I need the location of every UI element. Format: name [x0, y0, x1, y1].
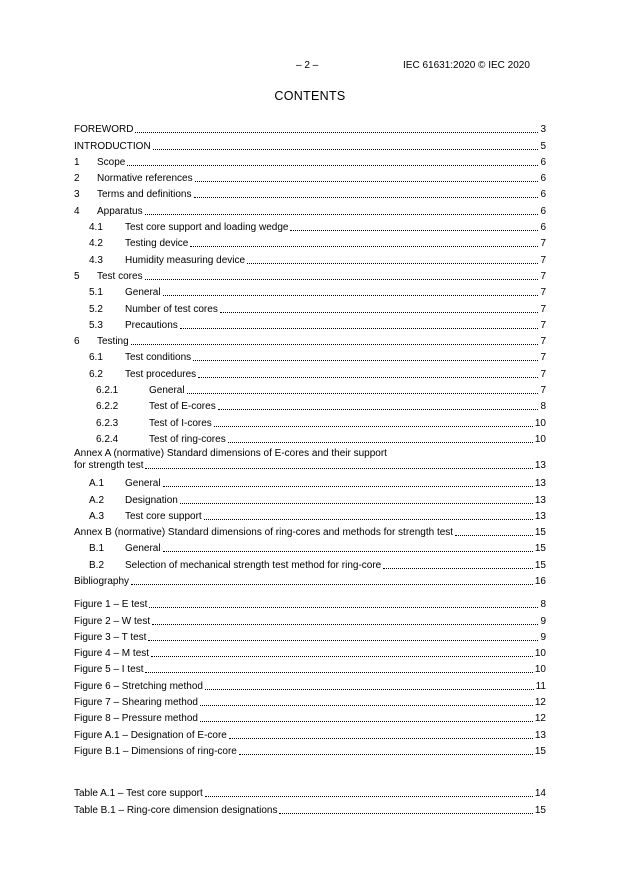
toc-entry-page: 10	[534, 433, 546, 445]
toc-entry-number: 6.1	[89, 352, 103, 364]
toc-entry-page: 7	[540, 352, 546, 364]
toc-entry-page: 15	[534, 745, 546, 757]
dot-leader	[290, 230, 538, 231]
toc-entry-number: 6.2	[89, 368, 103, 380]
dot-leader	[195, 181, 539, 182]
toc-entry-title: Table B.1 – Ring-core dimension designations	[74, 804, 278, 816]
toc-entry	[74, 185, 546, 201]
toc-entry	[74, 446, 546, 474]
toc-entry	[74, 413, 546, 429]
toc-entry-title: Figure B.1 – Dimensions of ring-core	[74, 745, 237, 757]
toc-entry-label	[74, 271, 143, 283]
dot-leader	[193, 360, 538, 361]
toc-entry-number: 2	[74, 173, 80, 185]
dot-leader	[127, 165, 538, 166]
table-of-contents	[74, 120, 546, 588]
toc-entry-title: Scope	[97, 156, 126, 168]
dot-leader	[204, 519, 533, 520]
toc-entry	[74, 523, 546, 539]
dot-leader	[229, 738, 533, 739]
toc-entry-page: 7	[540, 270, 546, 282]
toc-entry-number: 5.3	[89, 319, 103, 331]
toc-entry-page: 9	[540, 615, 546, 627]
toc-entry-label	[74, 664, 143, 676]
toc-entry	[74, 153, 546, 169]
toc-entry-label	[74, 385, 185, 397]
toc-entry-page: 6	[540, 173, 546, 185]
toc-entry-line	[74, 460, 546, 472]
list-entry	[74, 644, 546, 660]
toc-entry-page: 6	[540, 156, 546, 168]
toc-entry	[74, 490, 546, 506]
toc-entry	[74, 364, 546, 380]
dot-leader	[455, 535, 533, 536]
dot-leader	[135, 132, 538, 133]
toc-entry-title: Precautions	[125, 319, 178, 331]
toc-entry-label	[74, 287, 161, 299]
toc-entry-title: General	[149, 385, 185, 397]
toc-entry-label	[74, 527, 453, 539]
dot-leader	[153, 149, 539, 150]
toc-entry	[74, 299, 546, 315]
toc-entry-page: 7	[540, 303, 546, 315]
dot-leader	[200, 705, 533, 706]
toc-entry-title: Test procedures	[125, 368, 197, 380]
toc-entry-label	[74, 746, 237, 758]
toc-entry-title: Test cores	[97, 270, 143, 282]
toc-entry-page: 5	[540, 140, 546, 152]
toc-entry-label	[74, 157, 125, 169]
dot-leader	[151, 656, 533, 657]
toc-entry-title: Test of I-cores	[149, 417, 212, 429]
toc-entry-page: 11	[535, 680, 546, 692]
toc-entry-page: 10	[534, 648, 546, 660]
toc-entry-number: 5	[74, 270, 80, 282]
toc-entry-page: 8	[540, 599, 546, 611]
toc-entry	[74, 267, 546, 283]
toc-entry-page: 7	[540, 336, 546, 348]
list-entry	[74, 742, 546, 758]
toc-entry-label	[74, 713, 198, 725]
list-entry	[74, 676, 546, 692]
toc-entry-label	[74, 336, 129, 348]
toc-entry-number: 6.2.1	[96, 385, 119, 397]
dot-leader	[152, 624, 538, 625]
dot-leader	[194, 197, 539, 198]
dot-leader	[190, 246, 538, 247]
list-of-tables	[74, 784, 546, 817]
toc-entry-title: Annex A (normative) Standard dimensions of E-cores and their support	[74, 447, 387, 459]
dot-leader	[145, 468, 532, 469]
toc-entry-title: Terms and definitions	[97, 189, 192, 201]
dot-leader	[131, 344, 539, 345]
toc-entry-title: Figure 6 – Stretching method	[74, 680, 203, 692]
toc-entry-page: 12	[534, 713, 546, 725]
toc-entry-title: Figure 7 – Shearing method	[74, 697, 198, 709]
toc-entry-page: 10	[534, 664, 546, 676]
toc-entry-number: 6.2.2	[96, 401, 119, 413]
list-entry	[74, 595, 546, 611]
toc-entry-title: Test of E-cores	[149, 401, 216, 413]
toc-entry-page: 16	[534, 576, 546, 588]
toc-entry-page: 13	[534, 729, 546, 741]
toc-entry-label	[74, 495, 178, 507]
toc-entry	[74, 348, 546, 364]
dot-leader	[148, 640, 538, 641]
toc-entry-label	[74, 418, 212, 430]
dot-leader	[145, 672, 532, 673]
toc-entry-title: Figure A.1 – Designation of E-core	[74, 729, 227, 741]
toc-entry-label	[74, 352, 191, 364]
dot-leader	[131, 584, 533, 585]
dot-leader	[220, 312, 539, 313]
dot-leader	[214, 426, 533, 427]
toc-entry	[74, 474, 546, 490]
toc-entry-label	[74, 697, 198, 709]
dot-leader	[163, 295, 539, 296]
toc-entry-title: Testing	[97, 336, 129, 348]
toc-entry	[74, 316, 546, 332]
toc-entry-title: Apparatus	[97, 205, 143, 217]
toc-entry-title: Figure 8 – Pressure method	[74, 713, 198, 725]
toc-entry-number: 5.2	[89, 303, 103, 315]
list-entry	[74, 611, 546, 627]
dot-leader	[187, 393, 539, 394]
toc-entry-page: 6	[540, 189, 546, 201]
toc-entry-title-cont: for strength test	[74, 459, 144, 471]
toc-entry-page: 7	[540, 287, 546, 299]
toc-entry-number: A.3	[89, 510, 105, 522]
toc-entry-label	[74, 141, 151, 153]
toc-entry-title: Table A.1 – Test core support	[74, 788, 203, 800]
toc-entry	[74, 201, 546, 217]
toc-entry-title: Bibliography	[74, 576, 130, 588]
toc-entry-page: 7	[540, 238, 546, 250]
toc-entry-title: Test conditions	[125, 352, 192, 364]
toc-entry	[74, 120, 546, 136]
toc-entry	[74, 250, 546, 266]
toc-entry	[74, 218, 546, 234]
toc-entry	[74, 555, 546, 571]
toc-entry-page: 13	[534, 494, 546, 506]
list-entry	[74, 628, 546, 644]
toc-entry-label	[74, 576, 129, 588]
toc-entry	[74, 136, 546, 152]
toc-entry-title: Number of test cores	[125, 303, 218, 315]
toc-entry-label	[74, 434, 226, 446]
toc-entry-number: 6	[74, 336, 80, 348]
toc-entry-page: 15	[534, 559, 546, 571]
toc-entry-number: 4.3	[89, 254, 103, 266]
toc-entry-page: 3	[540, 124, 546, 136]
dot-leader	[279, 813, 532, 814]
list-entry	[74, 784, 546, 800]
toc-entry-label	[74, 788, 203, 800]
toc-entry	[74, 539, 546, 555]
toc-entry-label	[74, 478, 161, 490]
toc-entry-label	[74, 616, 150, 628]
toc-entry-number: 1	[74, 156, 80, 168]
toc-entry	[74, 169, 546, 185]
toc-entry	[74, 430, 546, 446]
dot-leader	[383, 568, 533, 569]
toc-entry-label	[74, 560, 381, 572]
toc-entry-title: INTRODUCTION	[74, 140, 151, 152]
list-entry	[74, 660, 546, 676]
dot-leader	[198, 377, 538, 378]
toc-entry-title: General	[125, 478, 161, 490]
toc-entry-number: 5.1	[89, 287, 103, 299]
toc-entry-page: 6	[540, 222, 546, 234]
toc-entry-title: Normative references	[97, 173, 193, 185]
dot-leader	[247, 263, 538, 264]
toc-entry	[74, 332, 546, 348]
toc-entry-label	[74, 173, 193, 185]
toc-entry-page: 6	[540, 205, 546, 217]
toc-entry-title: Annex B (normative) Standard dimensions of ring-cores and methods for strength test	[74, 527, 454, 539]
toc-entry-page: 7	[540, 385, 546, 397]
page-title: CONTENTS	[274, 89, 346, 103]
dot-leader	[163, 551, 533, 552]
toc-entry-title: Test of ring-cores	[149, 433, 226, 445]
toc-entry-title: Designation	[125, 494, 178, 506]
list-entry	[74, 709, 546, 725]
toc-entry-page: 15	[534, 543, 546, 555]
toc-entry-title: Figure 2 – W test	[74, 615, 151, 627]
dot-leader	[180, 328, 539, 329]
header-page-number: – 2 –	[296, 60, 319, 71]
dot-leader	[228, 442, 533, 443]
toc-entry-label	[74, 222, 288, 234]
dot-leader	[239, 754, 533, 755]
toc-entry-label	[74, 543, 161, 555]
toc-entry-label	[74, 511, 202, 523]
toc-entry-number: 6.2.3	[96, 417, 119, 429]
toc-entry-page: 12	[534, 697, 546, 709]
toc-entry-title: General	[125, 287, 161, 299]
toc-entry-page: 15	[534, 527, 546, 539]
toc-entry-title: FOREWORD	[74, 124, 134, 136]
toc-entry-title: Figure 4 – M test	[74, 648, 150, 660]
toc-entry	[74, 397, 546, 413]
toc-entry-page: 9	[540, 631, 546, 643]
toc-entry-label	[74, 255, 245, 267]
toc-entry	[74, 507, 546, 523]
dot-leader	[205, 796, 533, 797]
toc-entry-number: 4.1	[89, 222, 103, 234]
toc-entry-title: Test core support	[125, 510, 202, 522]
toc-entry	[74, 283, 546, 299]
toc-entry-label	[74, 648, 149, 660]
list-entry	[74, 725, 546, 741]
toc-entry-number: 3	[74, 189, 80, 201]
toc-entry	[74, 572, 546, 588]
toc-entry-page: 7	[540, 254, 546, 266]
toc-entry-title: General	[125, 543, 161, 555]
toc-entry-label	[74, 599, 147, 611]
dot-leader	[163, 486, 533, 487]
dot-leader	[145, 214, 539, 215]
toc-entry	[74, 234, 546, 250]
toc-entry-title: Selection of mechanical strength test method for ring-core	[125, 559, 382, 571]
dot-leader	[180, 503, 533, 504]
dot-leader	[149, 607, 538, 608]
toc-entry-label	[74, 238, 188, 250]
toc-entry-label	[74, 206, 143, 218]
toc-entry-page: 7	[540, 319, 546, 331]
toc-entry-number: 4.2	[89, 238, 103, 250]
toc-entry-page: 13	[534, 478, 546, 490]
list-of-figures	[74, 595, 546, 758]
dot-leader	[145, 279, 539, 280]
toc-entry-label	[74, 681, 203, 693]
list-entry	[74, 693, 546, 709]
toc-entry-label	[74, 124, 133, 136]
toc-entry-page: 14	[534, 788, 546, 800]
toc-entry-label	[74, 189, 192, 201]
toc-entry-label	[74, 320, 178, 332]
toc-entry-page: 13	[534, 459, 546, 471]
dot-leader	[200, 721, 533, 722]
toc-entry-label	[74, 401, 216, 413]
toc-entry-number: B.1	[89, 543, 105, 555]
toc-entry-page: 10	[534, 417, 546, 429]
toc-entry-number: 4	[74, 205, 80, 217]
toc-entry-title: Humidity measuring device	[125, 254, 246, 266]
toc-entry-page: 15	[534, 804, 546, 816]
toc-entry-title: Testing device	[125, 238, 189, 250]
dot-leader	[218, 409, 539, 410]
toc-entry-number: A.2	[89, 494, 105, 506]
toc-entry-number: B.2	[89, 559, 105, 571]
toc-entry-number: 6.2.4	[96, 433, 119, 445]
dot-leader	[205, 689, 534, 690]
toc-entry-page: 8	[540, 401, 546, 413]
toc-entry-page: 13	[534, 510, 546, 522]
toc-entry-page: 7	[540, 368, 546, 380]
toc-entry-title: Test core support and loading wedge	[125, 222, 289, 234]
toc-entry-title: Figure 3 – T test	[74, 631, 147, 643]
toc-entry-label	[74, 304, 218, 316]
toc-entry-number: A.1	[89, 478, 105, 490]
toc-entry-label	[74, 805, 277, 817]
list-entry	[74, 800, 546, 816]
toc-entry-title: Figure 5 – I test	[74, 664, 144, 676]
toc-entry-title: Figure 1 – E test	[74, 599, 148, 611]
toc-entry	[74, 381, 546, 397]
toc-entry-label	[74, 730, 227, 742]
toc-entry-label	[74, 369, 196, 381]
toc-entry-label	[74, 632, 146, 644]
header-standard-id: IEC 61631:2020 © IEC 2020	[403, 60, 530, 71]
